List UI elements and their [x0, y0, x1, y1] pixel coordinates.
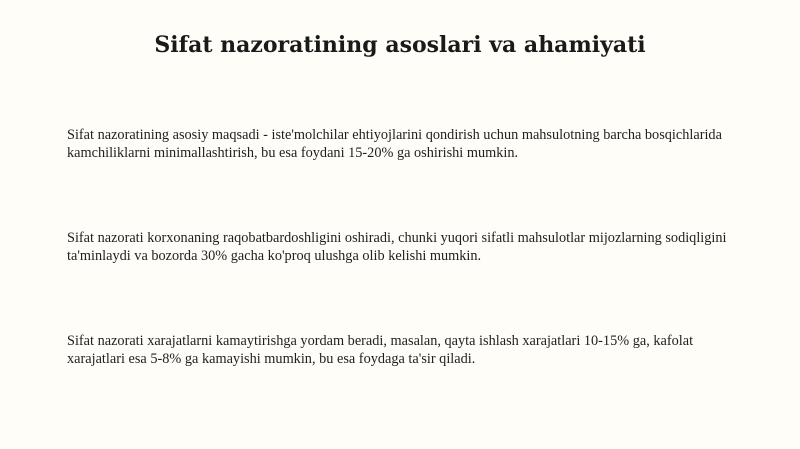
- paragraph-cost-reduction: Sifat nazorati xarajatlarni kamaytirishga yordam beradi, masalan, qayta ishlash xarajatlari 10-15% ga, kafolat xarajatlari esa 5-8% ga kamayishi mumkin, bu esa foydaga ta'sir qiladi.: [67, 333, 694, 367]
- paragraph-competitiveness: Sifat nazorati korxonaning raqobatbardoshligini oshiradi, chunki yuqori sifatli mahsulotlar mijozlarning sodiqligini ta'minlaydi va bozorda 30% gacha ko'proq ulushga olib kelishi mumkin.: [67, 230, 727, 264]
- paragraph-purpose: Sifat nazoratining asosiy maqsadi - iste'molchilar ehtiyojlarini qondirish uchun mahsulotning barcha bosqichlarida kamchiliklarni minimallashtirish, bu esa foydani 15-20% ga oshirishi mumkin.: [67, 127, 722, 161]
- slide-title: Sifat nazoratining asoslari va ahamiyati: [154, 32, 646, 58]
